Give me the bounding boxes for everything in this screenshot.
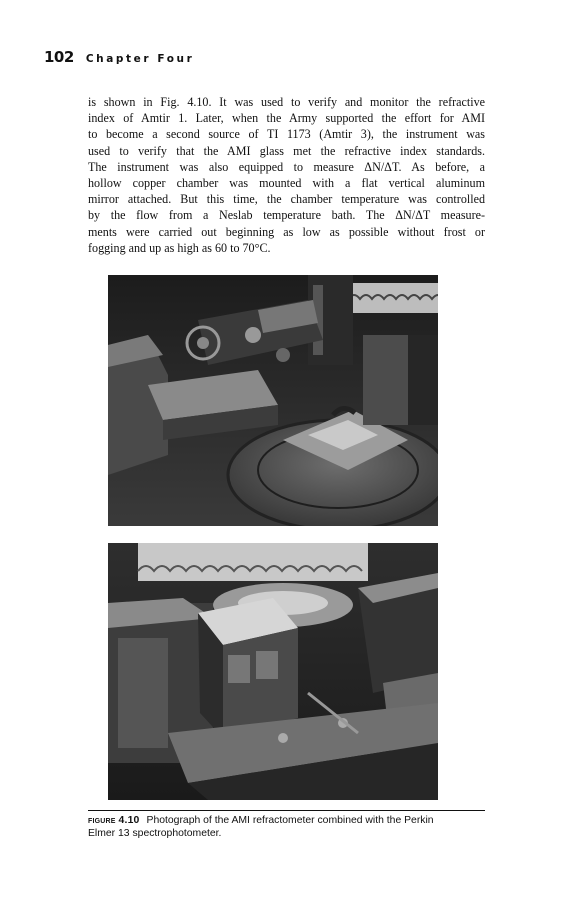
- figure-label-word: figure: [88, 815, 116, 826]
- body-paragraph: [88, 94, 485, 256]
- page-header: [44, 48, 194, 70]
- spectrophotometer-photo-image: [108, 543, 438, 800]
- figure-photo-refractometer: [108, 275, 438, 526]
- figure-photo-spectrophotometer: [108, 543, 438, 800]
- figure-number: 4.10: [118, 815, 140, 826]
- body-line: by the flow from a Neslab temperature bath. The ΔN/ΔT measure-: [88, 208, 485, 223]
- caption-divider: [88, 810, 485, 811]
- body-line: index of Amtir 1. Later, when the Army supported the effort for AMI: [88, 111, 485, 126]
- caption-text-line2: Elmer 13 spectrophotometer.: [88, 828, 222, 839]
- body-line: to become a second source of TI 1173 (Amtir 3), the instrument was: [88, 127, 485, 142]
- body-line: The instrument was also equipped to measure ΔN/ΔT. As before, a: [88, 159, 485, 174]
- chapter-title: Chapter Four: [85, 53, 195, 65]
- body-line: hollow copper chamber was mounted with a flat vertical aluminum: [88, 176, 485, 191]
- body-line: fogging and up as high as 60 to 70°C.: [88, 240, 271, 255]
- caption-text-line1: Photograph of the AMI refractometer combined with the Perkin: [146, 815, 434, 826]
- body-line: ments were carried out beginning as low as possible without frost or: [88, 224, 485, 239]
- figure-caption: [88, 814, 485, 840]
- body-line: is shown in Fig. 4.10. It was used to verify and monitor the refractive: [88, 95, 485, 109]
- refractometer-photo-image: [108, 275, 438, 526]
- body-line: mirror attached. But this time, the chamber temperature was controlled: [88, 192, 485, 207]
- figure-label: [88, 815, 140, 826]
- body-line: used to verify that the AMI glass met the refractive index standards.: [88, 143, 485, 158]
- page-number: 102: [44, 48, 74, 66]
